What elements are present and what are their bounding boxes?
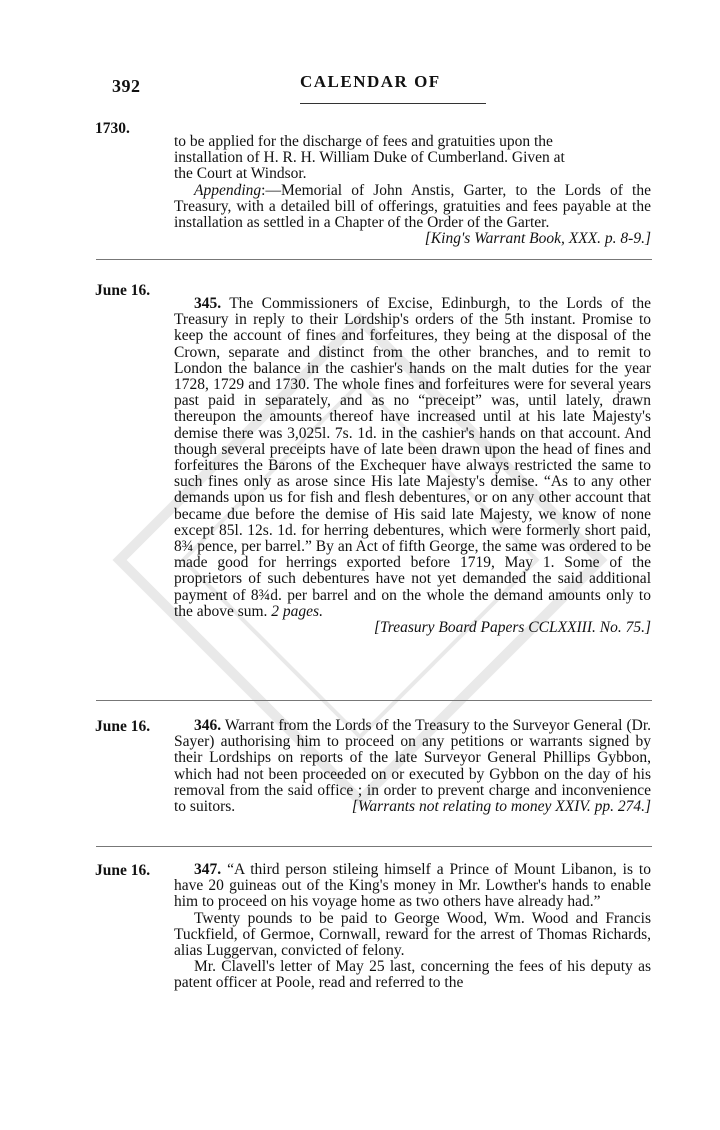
source-line (174, 620, 651, 636)
entry-paragraph (174, 718, 651, 815)
entry-body: “A third person stileing himself a Prince of Mount Libanon, is to have 20 guineas out of the King's money in Mr. Lowther's hands to enable him to proceed on his voyage home as two others have already had.” (174, 861, 651, 911)
page-count: 2 pages. (271, 602, 323, 620)
entry-date: June 16. (95, 282, 151, 299)
entry-date: June 16. (95, 862, 151, 879)
appending-label: Appending (194, 181, 262, 199)
entry-text (174, 296, 651, 636)
entry-date: 1730. (95, 120, 130, 137)
entry-number: 346. (194, 717, 222, 734)
header-rule (300, 103, 486, 104)
running-head: CALENDAR OF (300, 72, 441, 91)
entry-paragraph (174, 296, 651, 620)
text-line: the Court at Windsor. (174, 165, 307, 183)
page-number: 392 (112, 76, 141, 96)
appending-paragraph (174, 181, 651, 248)
source-reference: [Warrants not relating to money XXIV. pp. 274.] (351, 798, 651, 816)
entry-number: 345. (194, 295, 222, 312)
entry-paragraph: Twenty pounds to be paid to George Wood, Wm. Wood and Francis Tuckfield, of Germoe, Cornwall, reward for the arrest of Thomas Richards, alias Luggervan, convicted of felony. (174, 909, 651, 960)
text-line: installation of H. R. H. William Duke of Cumberland. Given at (174, 149, 565, 167)
entry-text (174, 862, 651, 992)
source-reference: [King's Warrant Book, XXX. p. 8-9.] (424, 230, 651, 248)
entry-text (174, 718, 651, 815)
entry-body: The Commissioners of Excise, Edinburgh, to the Lords of the Treasury in reply to their Lordship's orders of the 5th instant. Promise to keep the account of fines and forfeitures, they being at the disposal of the Crown, separate and distinct from the other branches, and to remit to London the balance in the cashier's hands on the malt duties for the year 1728, 1729 and 1730. The whole fines and forfeitures were for several years past paid in separately, and as no “preceipt” was, until lately, drawn thereupon the amounts thereof have increased until at his late Majesty's demise there was 3,025l. 7s. 1d. in the cashier's hands on that account. And though several preceipts have of late been drawn upon the head of fines and forfeitures the Barons of the Exchequer have always restricted the same to such fines only as arose since His late Majesty's demise. “As to any other demands upon us for fish and flesh debentures, or on any other account that became due before the demise of His said late Majesty, we know of none except 85l. 12s. 1d. for herring debentures, which were formerly short paid, 8¾ pence, per barrel.” By an Act of fifth George, the same was ordered to be made good for herrings exported before 1719, May 1. Some of the proprietors of such debentures have not yet demanded the said additional payment of 8¾d. per barrel and on the whole the demand amounts only to the above sum. (174, 295, 651, 620)
entry-paragraph (174, 862, 651, 911)
entry-date: June 16. (95, 718, 151, 735)
entry-text (174, 134, 651, 247)
entry-separator (96, 259, 652, 260)
source-reference: [Treasury Board Papers CCLXXIII. No. 75.] (373, 619, 651, 637)
entry-separator (96, 846, 652, 847)
entry-body: Warrant from the Lords of the Treasury to the Surveyor General (Dr. Sayer) authorising him to proceed on any petitions or warrants signed by their Lordships on reports of the late Surveyor General Phillips Gybbon, which had not been proceeded on or executed by Gybbon on the day of his removal from the said office ; in order to prevent charge and inconvenience to suitors. (174, 717, 651, 816)
entry-number: 347. (194, 861, 222, 878)
entry-separator (96, 700, 652, 701)
entry-paragraph: Mr. Clavell's letter of May 25 last, concerning the fees of his deputy as patent officer at Poole, read and referred to the (174, 958, 651, 992)
text-line: to be applied for the discharge of fees and gratuities upon the (174, 133, 553, 150)
appending-text: :—Memorial of John Anstis, Garter, to the Lords of the Treasury, with a detailed bill of offerings, gratuities and fees payable at the installation as settled in a Chapter of the Order of the Garter. (174, 181, 651, 232)
